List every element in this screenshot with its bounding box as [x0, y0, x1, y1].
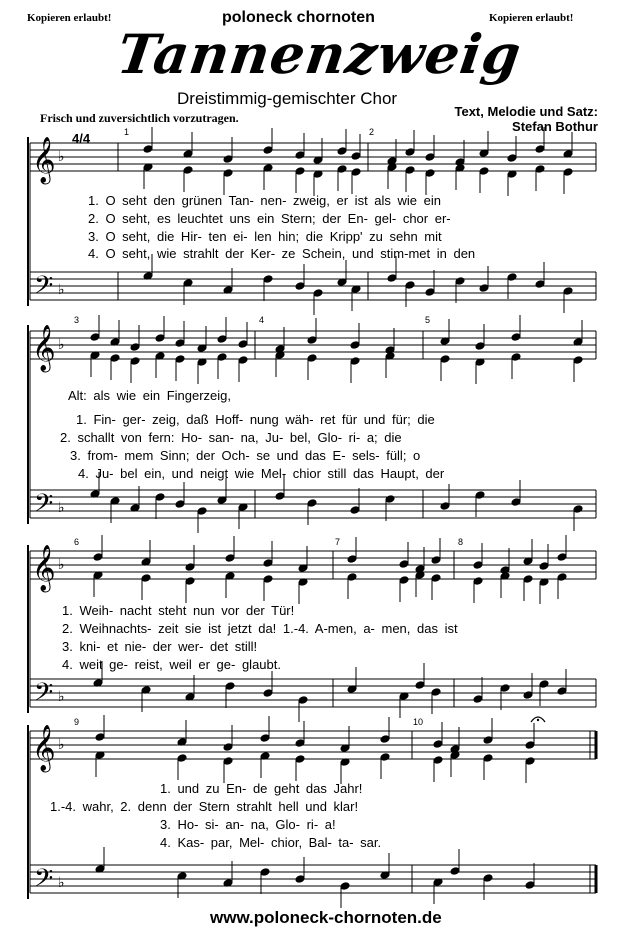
- bass-clef: 𝄢: [34, 864, 54, 899]
- notehead: [337, 147, 347, 156]
- notehead: [307, 354, 317, 363]
- notehead: [539, 562, 549, 571]
- bass-clef: 𝄢: [34, 489, 54, 524]
- lyric-line-verse-4: 4. Ju- bel ein, und neigt wie Mel- chior still das Haupt, der: [78, 466, 445, 481]
- notehead: [298, 696, 308, 705]
- notehead: [225, 682, 235, 691]
- notehead: [573, 356, 583, 365]
- notehead: [347, 573, 357, 582]
- measure-number: 2: [369, 127, 375, 137]
- notehead: [90, 333, 100, 342]
- notehead: [557, 553, 567, 562]
- lyric-line-verse-3: 3. from- mem Sinn; der Och- se und das E- sels- füll; o: [70, 448, 421, 463]
- notehead: [525, 757, 535, 766]
- notehead: [155, 493, 165, 502]
- lyric-line-verse-4: 4. weit ge- reist, weil er ge- glaubt.: [62, 657, 281, 672]
- notehead: [440, 502, 450, 511]
- notehead: [175, 339, 185, 348]
- treble-clef: 𝄞: [32, 545, 56, 591]
- notehead: [225, 554, 235, 563]
- notehead: [557, 687, 567, 696]
- notehead: [440, 355, 450, 364]
- notehead: [399, 560, 409, 569]
- treble-clef: 𝄞: [32, 137, 56, 183]
- notehead: [455, 277, 465, 286]
- notehead: [535, 145, 545, 154]
- notehead: [185, 563, 195, 572]
- treble-clef: 𝄞: [32, 325, 56, 371]
- lyric-line-verse-3: 3. kni- et nie- der wer- det still!: [62, 639, 258, 654]
- notehead: [295, 875, 305, 884]
- notehead: [223, 743, 233, 752]
- notehead: [313, 289, 323, 298]
- lyric-line-verse-3: 3. Ho- si- an- na, Glo- ri- a!: [160, 817, 336, 832]
- measure-number: 9: [74, 717, 80, 727]
- notehead: [525, 741, 535, 750]
- credits-line-2: Stefan Bothur: [512, 119, 598, 134]
- key-flat: ♭: [58, 149, 65, 165]
- notehead: [217, 335, 227, 344]
- notehead: [523, 691, 533, 700]
- notehead: [275, 492, 285, 501]
- notehead: [295, 755, 305, 764]
- notehead: [238, 356, 248, 365]
- notehead: [431, 574, 441, 583]
- song-title: Tannenzweig: [113, 22, 526, 86]
- lyric-line-verse-1: 1. Fin- ger- zeig, daß Hoff- nung wäh- ret für und für; die: [76, 412, 435, 427]
- notehead: [295, 167, 305, 176]
- bass-clef: 𝄢: [34, 271, 54, 306]
- notehead: [479, 284, 489, 293]
- notehead: [557, 573, 567, 582]
- notehead: [130, 343, 140, 352]
- lyric-line-verse-1: 1. Weih- nacht steht nun vor der Tür!: [62, 603, 295, 618]
- notehead: [143, 145, 153, 154]
- lyric-line-verse-2: 2. schallt von fern: Ho- san- na, Ju- bel, Glo- ri- a; die: [60, 430, 402, 445]
- notehead: [535, 165, 545, 174]
- song-subtitle: Dreistimmig-gemischter Chor: [177, 89, 398, 108]
- notehead: [511, 333, 521, 342]
- notehead: [415, 681, 425, 690]
- key-flat: ♭: [58, 737, 65, 753]
- notehead: [473, 695, 483, 704]
- copy-notice-right: Kopieren erlaubt!: [489, 12, 574, 24]
- lyric-line-verse-2: 2. O seht, es leuchtet uns ein Stern; der En- gel- chor er-: [88, 211, 451, 226]
- notehead: [535, 280, 545, 289]
- notehead: [380, 735, 390, 744]
- lyric-line-verse-2: 2. Weihnachts- zeit sie ist jetzt da! 1.-4. A-men, a- men, das ist: [62, 621, 458, 636]
- measure-number: 5: [425, 315, 431, 325]
- notehead: [573, 505, 583, 514]
- notehead: [110, 354, 120, 363]
- notehead: [380, 753, 390, 762]
- lyric-line-verse-4: 4. Kas- par, Mel- chior, Bal- ta- sar.: [160, 835, 382, 850]
- lyric-line-verse-1: 1. O seht den grünen Tan- nen- zweig, er ist als wie ein: [88, 193, 441, 208]
- notehead: [263, 146, 273, 155]
- notehead: [155, 334, 165, 343]
- notehead: [431, 688, 441, 697]
- notehead: [385, 495, 395, 504]
- notehead: [433, 740, 443, 749]
- measure-number: 8: [458, 537, 464, 547]
- lyric-line-verse-1: 1. und zu En- de geht das Jahr!: [160, 781, 363, 796]
- footer-url[interactable]: www.poloneck-chornoten.de: [210, 908, 442, 927]
- bass-clef: 𝄢: [34, 678, 54, 713]
- notehead: [425, 153, 435, 162]
- notehead: [507, 154, 517, 163]
- notehead: [405, 281, 415, 290]
- brand-name: poloneck chornoten: [222, 9, 375, 26]
- key-flat: ♭: [58, 557, 65, 573]
- notehead: [93, 553, 103, 562]
- measure-number: 1: [124, 127, 130, 137]
- notehead: [337, 165, 347, 174]
- notehead: [483, 754, 493, 763]
- notehead: [511, 498, 521, 507]
- notehead: [350, 357, 360, 366]
- notehead: [425, 288, 435, 297]
- notehead: [197, 507, 207, 516]
- key-flat: ♭: [58, 282, 65, 298]
- fermata-dot: [537, 719, 539, 721]
- notehead: [405, 148, 415, 157]
- key-flat: ♭: [58, 875, 65, 891]
- lyric-line-verse-4: 4. O seht, wie strahlt der Ker- ze Schein, und stim-met in den: [88, 246, 476, 261]
- notehead: [387, 274, 397, 283]
- notehead: [223, 155, 233, 164]
- notehead: [525, 881, 535, 890]
- notehead: [347, 555, 357, 564]
- notehead: [223, 169, 233, 178]
- notehead: [399, 576, 409, 585]
- notehead: [263, 275, 273, 284]
- measure-number: 6: [74, 537, 80, 547]
- notehead: [351, 168, 361, 177]
- notehead: [507, 273, 517, 282]
- notehead: [95, 733, 105, 742]
- notehead: [350, 341, 360, 350]
- notehead: [295, 739, 305, 748]
- notehead: [183, 166, 193, 175]
- notehead: [141, 574, 151, 583]
- notehead: [479, 167, 489, 176]
- notehead: [177, 754, 187, 763]
- notehead: [473, 577, 483, 586]
- notehead: [475, 342, 485, 351]
- lyric-line-verse-3: 3. O seht, die Hir- ten ei- len hin; die Kripp' zu sehn mit: [88, 229, 442, 244]
- measure-number: 10: [413, 717, 424, 727]
- notehead: [130, 357, 140, 366]
- notehead: [500, 684, 510, 693]
- measure-number: 7: [335, 537, 341, 547]
- notehead: [295, 151, 305, 160]
- tempo-marking: Frisch und zuversichtlich vorzutragen.: [40, 111, 239, 125]
- key-flat: ♭: [58, 500, 65, 516]
- key-flat: ♭: [58, 337, 65, 353]
- alto-lyric-note: Alt: als wie ein Fingerzeig,: [68, 388, 232, 403]
- notehead: [433, 756, 443, 765]
- notehead: [307, 336, 317, 345]
- notehead: [175, 355, 185, 364]
- notehead: [260, 868, 270, 877]
- notehead: [511, 353, 521, 362]
- notehead: [563, 168, 573, 177]
- time-signature: 4/4: [72, 131, 91, 146]
- notehead: [175, 500, 185, 509]
- lyric-line-verse-2: 1.-4. wahr, 2. denn der Stern strahlt hell und klar!: [50, 799, 359, 814]
- notehead: [563, 287, 573, 296]
- notehead: [405, 166, 415, 175]
- notehead: [223, 757, 233, 766]
- notehead: [263, 559, 273, 568]
- notehead: [523, 575, 533, 584]
- notehead: [483, 736, 493, 745]
- credits-line-1: Text, Melodie und Satz:: [454, 104, 598, 119]
- notehead: [217, 353, 227, 362]
- notehead: [431, 556, 441, 565]
- notehead: [238, 340, 248, 349]
- notehead: [340, 882, 350, 891]
- notehead: [185, 577, 195, 586]
- notehead: [425, 169, 435, 178]
- copy-notice-left: Kopieren erlaubt!: [27, 12, 112, 24]
- notehead: [263, 689, 273, 698]
- notehead: [263, 575, 273, 584]
- notehead: [295, 282, 305, 291]
- measure-number: 3: [74, 315, 80, 325]
- key-flat: ♭: [58, 689, 65, 705]
- treble-clef: 𝄞: [32, 725, 56, 771]
- notehead: [450, 867, 460, 876]
- notehead: [307, 499, 317, 508]
- notehead: [473, 561, 483, 570]
- notehead: [539, 680, 549, 689]
- notehead: [483, 874, 493, 883]
- notehead: [351, 152, 361, 161]
- notehead: [350, 506, 360, 515]
- notehead: [475, 491, 485, 500]
- notehead: [260, 734, 270, 743]
- measure-number: 4: [259, 315, 265, 325]
